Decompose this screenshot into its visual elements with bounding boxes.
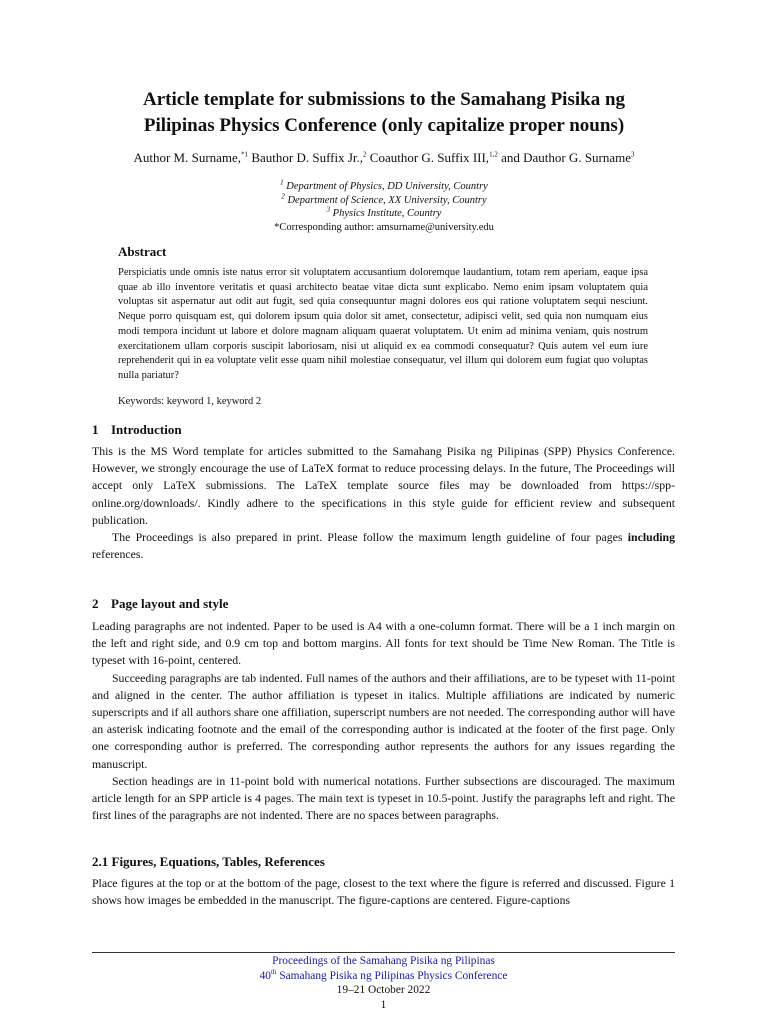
page-layout-body bbox=[92, 618, 675, 824]
section-heading-page-layout bbox=[92, 596, 228, 612]
affiliation-3 bbox=[150, 207, 618, 221]
affiliation-1 bbox=[150, 180, 618, 194]
section-heading-introduction bbox=[92, 422, 182, 438]
figures-body bbox=[92, 875, 675, 909]
author-4-sup: 3 bbox=[631, 150, 635, 159]
title-line-2: Pilipinas Physics Conference (only capitalize proper nouns) bbox=[143, 115, 625, 136]
paragraph bbox=[92, 529, 675, 563]
bold-text: including bbox=[627, 530, 675, 545]
author-1: Author M. Surname, bbox=[133, 150, 242, 165]
paragraph: Place figures at the top or at the bottom of the page, closest to the text where the figure is referred and discussed. Figure 1 shows how images be embedded in the manuscript. The figure-captions are centered. Figure-captions bbox=[92, 876, 675, 908]
author-4: and Dauthor G. Surname bbox=[497, 150, 632, 165]
abstract-heading: Abstract bbox=[118, 244, 167, 259]
footer-conference-sup: th bbox=[270, 967, 277, 976]
section-title: Introduction bbox=[111, 422, 182, 437]
affiliation-3-text: Physics Institute, Country bbox=[330, 208, 442, 219]
subsection-heading-figures: 2.1 Figures, Equations, Tables, References bbox=[92, 854, 325, 869]
page-number: 1 bbox=[380, 998, 387, 1011]
author-list bbox=[60, 150, 708, 166]
author-2-sup: 2 bbox=[363, 150, 367, 159]
section-number: 1 bbox=[92, 422, 99, 437]
page-footer bbox=[92, 954, 675, 1012]
author-1-sup: *1 bbox=[241, 150, 249, 159]
footer-proceedings: Proceedings of the Samahang Pisika ng Pilipinas bbox=[272, 955, 495, 967]
footer-conference-number: 40 bbox=[259, 969, 271, 982]
author-2: Bauthor D. Suffix Jr., bbox=[248, 150, 364, 165]
keywords: Keywords: keyword 1, keyword 2 bbox=[118, 396, 262, 407]
introduction-body bbox=[92, 443, 675, 563]
article-title bbox=[90, 87, 678, 139]
affiliation-block bbox=[150, 180, 618, 234]
section-title: Page layout and style bbox=[111, 596, 229, 611]
abstract-text: Perspiciatis unde omnis iste natus error sit voluptatem accusantium doloremque laudantium, totam rem aperiam, eaque ipsa quae ab illo inventore veritatis et quasi architecto beatae vitae dicta sunt explicabo. Nemo enim ipsam voluptatem quia voluptas sit aspernatur aut odit aut fugit, sed quia consequuntur magni dolores eos qui ratione voluptatem sequi nesciunt. Neque porro quisquam est, qui dolorem ipsum quia dolor sit amet, consectetur, adipisci velit, sed quia non numquam eius modi tempora incidunt ut labore et dolore magnam aliquam quaerat voluptatem. Ut enim ad minima veniam, quis nostrum exercitationem ullam corporis suscipit laboriosam, nisi ut aliquid ex ea commodi consequatur? Quis autem vel eum iure reprehenderit qui in ea voluptate velit esse quam nihil molestiae consequatur, vel illum qui dolorem eum fugiat quo voluptas nulla pariatur? bbox=[118, 267, 648, 381]
affiliation-1-sup: 1 bbox=[280, 178, 284, 187]
paragraph: Leading paragraphs are not indented. Paper to be used is A4 with a one-column format. There will be a 1 inch margin on the left and right side, and 0.9 cm top and bottom margins. All fonts for text should be Time New Roman. The Title is typeset with 16-point, centered. bbox=[92, 619, 675, 668]
section-number: 2 bbox=[92, 596, 99, 611]
affiliation-1-text: Department of Physics, DD University, Country bbox=[283, 181, 488, 192]
affiliation-3-sup: 3 bbox=[326, 205, 331, 214]
corresponding-author: *Corresponding author: amsurname@university.edu bbox=[274, 221, 494, 233]
footer-conference-name: Samahang Pisika ng Pilipinas Physics Conference bbox=[276, 969, 508, 982]
affiliation-2 bbox=[150, 194, 618, 208]
paragraph: This is the MS Word template for articles submitted to the Samahang Pisika ng Pilipinas (SPP) Physics Conference. However, we strongly encourage the use of LaTeX format to reduce processing delays. In the future, The Proceedings will accept only LaTeX submissions. The LaTeX template source files may be downloaded from https://spp-online.org/downloads/. Kindly adhere to the specifications in this style guide for efficient review and subsequent publication. bbox=[92, 444, 675, 527]
paragraph: Section headings are in 11-point bold with numerical notations. Further subsections are discouraged. The maximum article length for an SPP article is 4 pages. The main text is typeset in 10.5-point. Justify the paragraphs left and right. The first lines of the paragraphs are not indented. There are no spaces between paragraphs. bbox=[92, 773, 675, 823]
paragraph: Succeeding paragraphs are tab indented. Full names of the authors and their affiliations, are to be typeset with 11-point and aligned in the center. The author affiliation is typeset in italics. Multiple affiliations are indicated by numeric superscripts and if all authors share one affiliation, superscript numbers are not needed. The corresponding author will have an asterisk indicating footnote and the email of the corresponding author is indicated at the footer of the first page. Only one corresponding author is preferred. The corresponding author represents the authors for any issues regarding the manuscript. bbox=[92, 670, 676, 771]
affiliation-2-sup: 2 bbox=[281, 192, 285, 200]
paragraph-text: The Proceedings is also prepared in print. Please follow the maximum length guideline of four pages bbox=[112, 530, 628, 545]
abstract-section bbox=[118, 244, 648, 384]
footer-divider bbox=[92, 952, 675, 953]
title-line-1: Article template for submissions to the Samahang Pisika ng bbox=[142, 89, 626, 110]
footer-date: 19–21 October 2022 bbox=[336, 984, 431, 996]
footer-conference bbox=[92, 969, 675, 984]
author-3-sup: 1,2 bbox=[489, 150, 498, 159]
affiliation-2-text: Department of Science, XX University, Country bbox=[284, 194, 487, 206]
paragraph-text: references. bbox=[92, 547, 144, 562]
author-3: Coauthor G. Suffix III, bbox=[366, 150, 490, 165]
